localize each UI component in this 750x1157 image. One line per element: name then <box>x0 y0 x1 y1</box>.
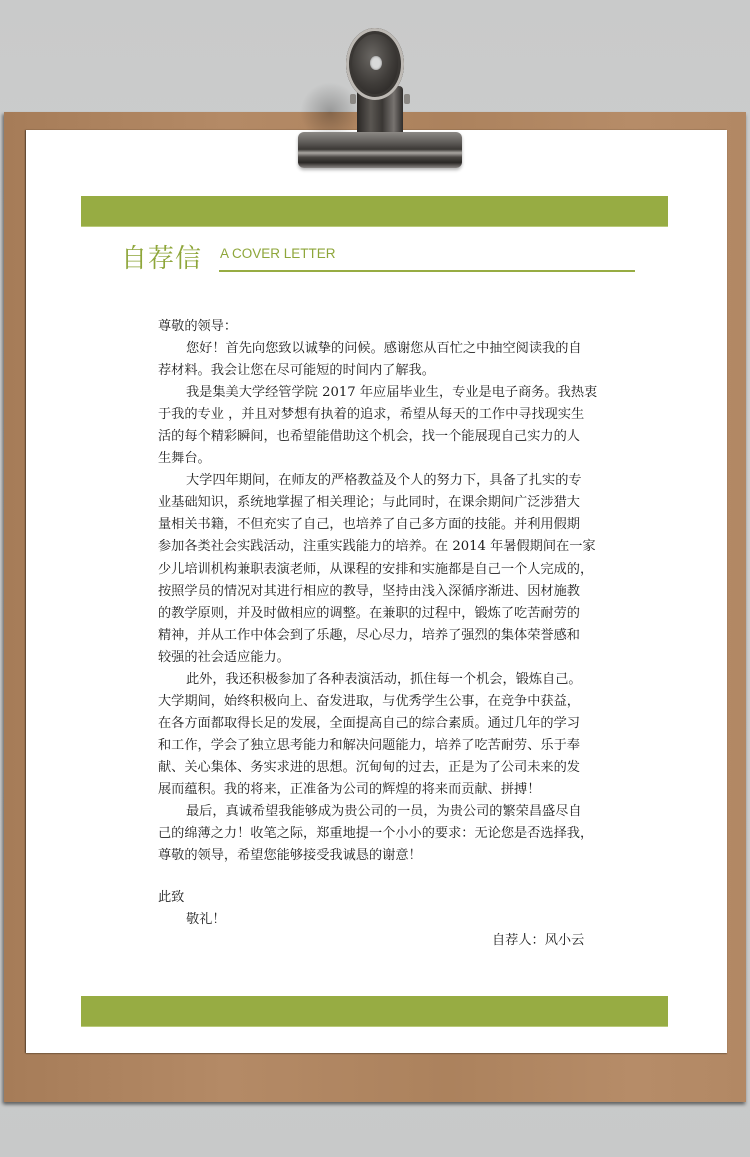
paragraph-line: 的教学原则，并及时做相应的调整。在兼职的过程中，锻炼了吃苦耐劳的 <box>158 605 580 621</box>
paragraph-line: 在各方面都取得长足的发展，全面提高自己的综合素质。通过几年的学习 <box>158 715 580 731</box>
paragraph-line: 您好！首先向您致以诚挚的问候。感谢您从百忙之中抽空阅读我的自 <box>186 341 582 357</box>
paragraph-line: 尊敬的领导，希望您能够接受我诚恳的谢意！ <box>158 848 422 864</box>
header-accent-bar <box>81 196 668 227</box>
binder-clip-icon <box>290 22 470 172</box>
paragraph-line: 最后，真诚希望我能够成为贵公司的一员，为贵公司的繁荣昌盛尽自 <box>186 804 582 820</box>
page-subtitle: A COVER LETTER <box>220 246 336 261</box>
paragraph-line: 较强的社会适应能力。 <box>158 649 290 665</box>
paragraph-line: 大学期间，始终积极向上、奋发进取，与优秀学生公事，在竞争中获益， <box>158 693 580 709</box>
paragraph-line: 参加各类社会实践活动，注重实践能力的培养。在 2014 年暑假期间在一家 <box>158 539 596 555</box>
paragraph-line: 精神，并从工作中体会到了乐趣，尽心尽力，培养了强烈的集体荣誉感和 <box>158 627 580 643</box>
paragraph-line: 按照学员的情况对其进行相应的教导，坚持由浅入深循序渐进、因材施教 <box>158 583 580 599</box>
paragraph-line: 献、关心集体、务实求进的思想。沉甸甸的过去，正是为了公司未来的发 <box>158 759 580 775</box>
page-title: 自荐信 <box>121 244 203 274</box>
paragraph-line: 量相关书籍，不但充实了自己，也培养了自己多方面的技能。并利用假期 <box>158 517 580 533</box>
letter-closing <box>158 887 226 931</box>
paragraph-line: 我是集美大学经管学院 2017 年应届毕业生，专业是电子商务。我热衷 <box>186 385 598 401</box>
paragraph-line: 业基础知识，系统地掌握了相关理论；与此同时，在课余期间广泛涉猎大 <box>158 495 580 511</box>
clip-hinge-left <box>350 94 356 104</box>
paragraph-line: 少儿培训机构兼职表演老师，从课程的安排和实施都是自己一个人完成的， <box>158 561 594 577</box>
closing-line-2: 敬礼！ <box>186 912 226 927</box>
title-underline <box>219 270 635 272</box>
paragraph-line: 大学四年期间，在师友的严格教益及个人的努力下，具备了扎实的专 <box>186 473 582 489</box>
footer-accent-bar <box>81 996 668 1027</box>
closing-line-1: 此致 <box>158 890 185 905</box>
paragraph-line: 荐材料。我会让您在尽可能短的时间内了解我。 <box>158 363 435 379</box>
clip-hinge-right <box>404 94 410 104</box>
paragraph-line: 己的绵薄之力！收笔之际，郑重地提一个小小的要求：无论您是否选择我， <box>158 826 594 842</box>
signature: 自荐人：风小云 <box>492 933 585 948</box>
clip-jaw <box>298 132 462 168</box>
letter-body <box>158 316 618 867</box>
clip-hole <box>370 56 382 70</box>
paragraph-line: 于我的专业 ，并且对梦想有执着的追求，希望从每天的工作中寻找现实生 <box>158 407 585 423</box>
paragraph-line: 活的每个精彩瞬间，也希望能借助这个机会，找一个能展现自己实力的人 <box>158 429 580 445</box>
paragraph-line: 和工作，学会了独立思考能力和解决问题能力，培养了吃苦耐劳、乐于奉 <box>158 737 580 753</box>
paragraph-line: 展而蕴积。我的将来，正准备为公司的辉煌的将来而贡献、拼搏！ <box>158 781 541 797</box>
paragraph-line: 生舞台。 <box>158 451 211 467</box>
salutation: 尊敬的领导： <box>158 319 238 334</box>
paragraph-line: 此外，我还积极参加了各种表演活动，抓住每一个机会，锻炼自己。 <box>186 671 582 687</box>
